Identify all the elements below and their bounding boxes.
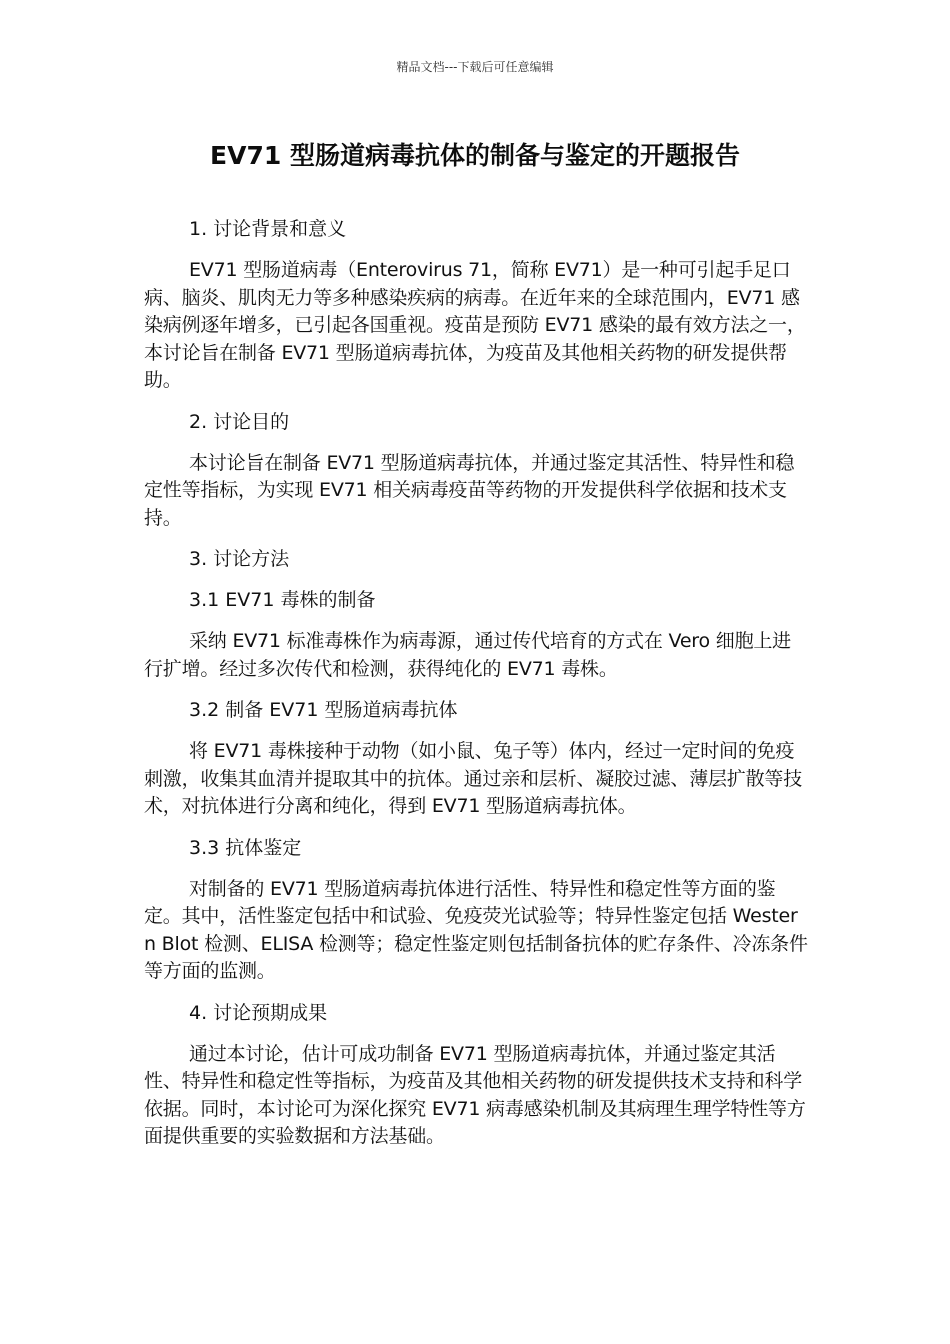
document-title: EV71 型肠道病毒抗体的制备与鉴定的开题报告: [210, 141, 740, 170]
section-3-2-heading: 3.2 制备 EV71 型肠道病毒抗体: [189, 699, 458, 721]
section-3-2-paragraph: 将 EV71 毒株接种于动物（如小鼠、兔子等）体内，经过一定时间的免疫刺激，收集其血清并提取其中的抗体。通过亲和层析、凝胶过滤、薄层扩散等技术，对抗体进行分离和纯化，得到 EV71 型肠道病毒抗体。: [144, 740, 803, 817]
section-3-1-heading: 3.1 EV71 毒株的制备: [189, 589, 376, 611]
section-3-3-paragraph: 对制备的 EV71 型肠道病毒抗体进行活性、特异性和稳定性等方面的鉴定。其中，活性鉴定包括中和试验、免疫荧光试验等；特异性鉴定包括 Western Blot 检测、ELISA 检测等；稳定性鉴定则包括制备抗体的贮存条件、冷冻条件等方面的监测。: [144, 877, 808, 982]
document-body: [144, 216, 809, 1165]
section-4-heading: 4. 讨论预期成果: [189, 1001, 328, 1024]
section-2-heading: 2. 讨论目的: [189, 410, 290, 433]
section-3-1-paragraph: 采纳 EV71 标准毒株作为病毒源，通过传代培育的方式在 Vero 细胞上进行扩增。经过多次传代和检测，获得纯化的 EV71 毒株。: [144, 630, 791, 680]
section-3-heading: 3. 讨论方法: [189, 548, 290, 570]
section-4-paragraph: 通过本讨论，估计可成功制备 EV71 型肠道病毒抗体，并通过鉴定其活性、特异性和稳定性等指标，为疫苗及其他相关药物的研发提供技术支持和科学依据。同时，本讨论可为深化探究 EV71 病毒感染机制及其病理生理学特性等方面提供重要的实验数据和方法基础。: [144, 1042, 806, 1147]
section-3-3-heading: 3.3 抗体鉴定: [189, 836, 302, 859]
section-2-paragraph: 本讨论旨在制备 EV71 型肠道病毒抗体，并通过鉴定其活性、特异性和稳定性等指标，为实现 EV71 相关病毒疫苗等药物的开发提供科学依据和技术支持。: [144, 451, 795, 529]
section-1-paragraph: EV71 型肠道病毒（Enterovirus 71，简称 EV71）是一种可引起手足口病、脑炎、肌肉无力等多种感染疾病的病毒。在近年来的全球范围内，EV71 感染病例逐年增多，已引起各国重视。疫苗是预防 EV71 感染的最有效方法之一，本讨论旨在制备 EV71 型肠道病毒抗体，为疫苗及其他相关药物的研发提供帮助。: [144, 259, 806, 391]
section-1-heading: 1. 讨论背景和意义: [189, 218, 347, 240]
header-note: 精品文档---下载后可任意编辑: [396, 60, 554, 74]
